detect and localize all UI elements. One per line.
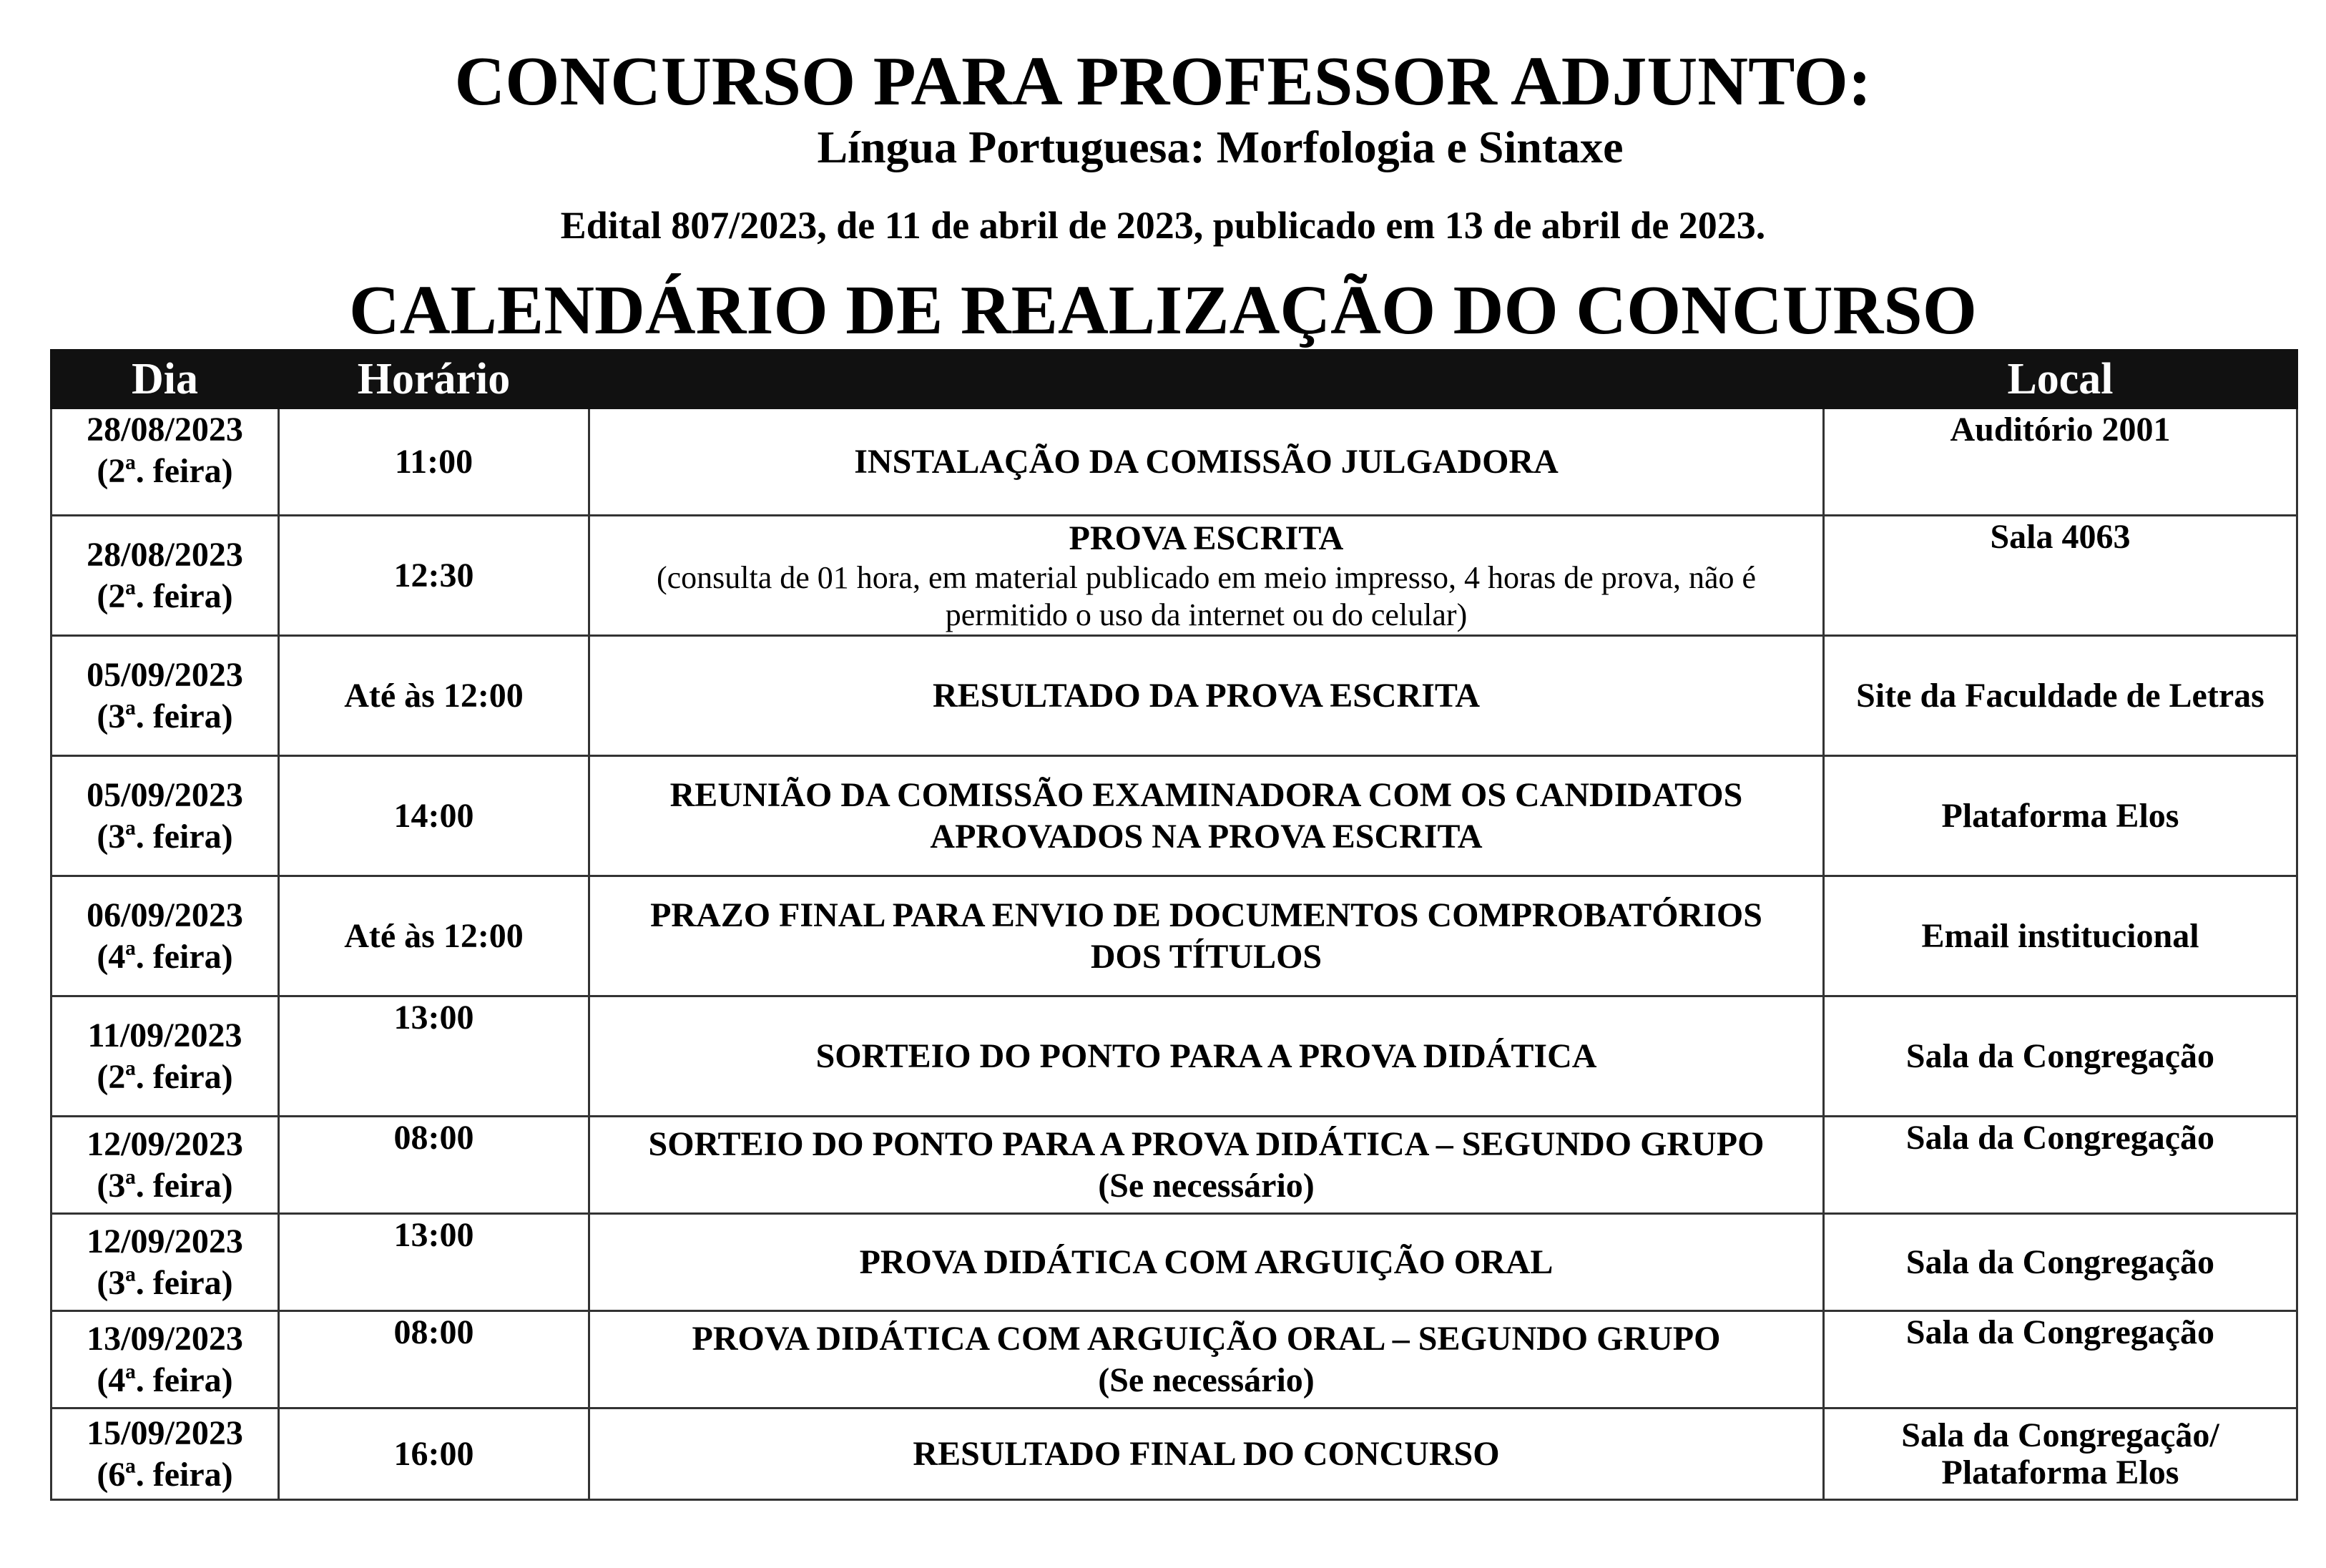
row-time: 13:00 [279, 1214, 589, 1311]
row-date: 28/08/2023 [87, 411, 243, 449]
row-event: INSTALAÇÃO DA COMISSÃO JULGADORA [589, 408, 1824, 516]
row-place: Site da Faculdade de Letras [1824, 636, 2297, 756]
header-place: Local [1824, 351, 2297, 408]
cell-day [51, 636, 279, 756]
row-event: RESULTADO DA PROVA ESCRITA [589, 636, 1824, 756]
row-event-note: (consulta de 01 hora, em material publicado em meio impresso, 4 horas de prova, não é permitido o uso da internet ou do celular) [656, 559, 1757, 632]
row-time: 11:00 [279, 408, 589, 516]
row-weekday: (2ª. feira) [97, 1057, 233, 1096]
cell-day [51, 996, 279, 1117]
row-weekday: (3ª. feira) [97, 1166, 233, 1205]
row-event: SORTEIO DO PONTO PARA A PROVA DIDÁTICA – SEGUNDO GRUPO [648, 1124, 1765, 1163]
row-weekday: (3ª. feira) [97, 817, 233, 856]
row-place: Email institucional [1824, 876, 2297, 996]
row-event: REUNIÃO DA COMISSÃO EXAMINADORA COM OS CANDIDATOS APROVADOS NA PROVA ESCRITA [589, 756, 1824, 876]
row-event: RESULTADO FINAL DO CONCURSO [589, 1408, 1824, 1500]
cell-day [51, 1214, 279, 1311]
cell-event [589, 1117, 1824, 1214]
row-time: 08:00 [279, 1117, 589, 1214]
table-row [51, 996, 2297, 1117]
edital-line: Edital 807/2023, de 11 de abril de 2023, publicado em 13 de abril de 2023. [560, 204, 1766, 247]
row-date: 11/09/2023 [87, 1016, 242, 1054]
table-row [51, 876, 2297, 996]
cell-event [589, 516, 1824, 636]
row-time: 08:00 [279, 1311, 589, 1408]
cell-day [51, 1117, 279, 1214]
row-weekday: (2ª. feira) [97, 577, 233, 615]
table-header-row [51, 351, 2297, 408]
row-date: 05/09/2023 [87, 655, 243, 694]
row-date: 13/09/2023 [87, 1319, 243, 1358]
row-time: 12:30 [279, 516, 589, 636]
table-row [51, 756, 2297, 876]
row-place: Sala 4063 [1824, 516, 2297, 636]
row-place: Sala da Congregação [1824, 1311, 2297, 1408]
cell-day [51, 516, 279, 636]
cell-day [51, 1311, 279, 1408]
row-place: Sala da Congregação [1824, 1117, 2297, 1214]
cell-day [51, 1408, 279, 1500]
row-date: 15/09/2023 [87, 1413, 243, 1452]
row-event-note: (Se necessário) [1098, 1166, 1315, 1205]
row-place: Plataforma Elos [1824, 756, 2297, 876]
header-time: Horário [279, 351, 589, 408]
row-date: 28/08/2023 [87, 535, 243, 574]
cell-day [51, 408, 279, 516]
row-date: 12/09/2023 [87, 1222, 243, 1260]
row-time: Até às 12:00 [279, 876, 589, 996]
document-title: CONCURSO PARA PROFESSOR ADJUNTO: [454, 43, 1872, 120]
schedule-table [50, 349, 2298, 1501]
table-row [51, 1117, 2297, 1214]
cell-event [589, 1311, 1824, 1408]
row-place: Sala da Congregação [1824, 1214, 2297, 1311]
row-weekday: (2ª. feira) [97, 452, 233, 490]
row-weekday: (3ª. feira) [97, 697, 233, 735]
row-time: 13:00 [279, 996, 589, 1117]
table-row [51, 408, 2297, 516]
row-time: Até às 12:00 [279, 636, 589, 756]
table-row [51, 1311, 2297, 1408]
row-event: PROVA DIDÁTICA COM ARGUIÇÃO ORAL [589, 1214, 1824, 1311]
row-date: 06/09/2023 [87, 896, 243, 934]
document-subtitle: Língua Portuguesa: Morfologia e Sintaxe [817, 122, 1624, 172]
cell-day [51, 876, 279, 996]
row-weekday: (6ª. feira) [97, 1455, 233, 1494]
row-event: PRAZO FINAL PARA ENVIO DE DOCUMENTOS COMPROBATÓRIOS DOS TÍTULOS [589, 876, 1824, 996]
table-row [51, 1408, 2297, 1500]
row-time: 16:00 [279, 1408, 589, 1500]
row-weekday: (4ª. feira) [97, 937, 233, 976]
cell-day [51, 756, 279, 876]
row-place: Auditório 2001 [1824, 408, 2297, 516]
calendar-title: CALENDÁRIO DE REALIZAÇÃO DO CONCURSO [348, 272, 1977, 349]
row-date: 05/09/2023 [87, 775, 243, 814]
table-row [51, 1214, 2297, 1311]
row-place: Sala da Congregação/ Plataforma Elos [1824, 1408, 2297, 1500]
header-event [589, 351, 1824, 408]
row-event-note: (Se necessário) [1098, 1361, 1315, 1399]
row-event: PROVA ESCRITA [1069, 519, 1344, 557]
header-day: Dia [51, 351, 279, 408]
row-event: PROVA DIDÁTICA COM ARGUIÇÃO ORAL – SEGUNDO GRUPO [692, 1319, 1721, 1358]
table-row [51, 636, 2297, 756]
row-place: Sala da Congregação [1824, 996, 2297, 1117]
row-time: 14:00 [279, 756, 589, 876]
row-event: SORTEIO DO PONTO PARA A PROVA DIDÁTICA [589, 996, 1824, 1117]
row-date: 12/09/2023 [87, 1124, 243, 1163]
row-weekday: (4ª. feira) [97, 1361, 233, 1399]
table-row [51, 516, 2297, 636]
row-weekday: (3ª. feira) [97, 1263, 233, 1302]
